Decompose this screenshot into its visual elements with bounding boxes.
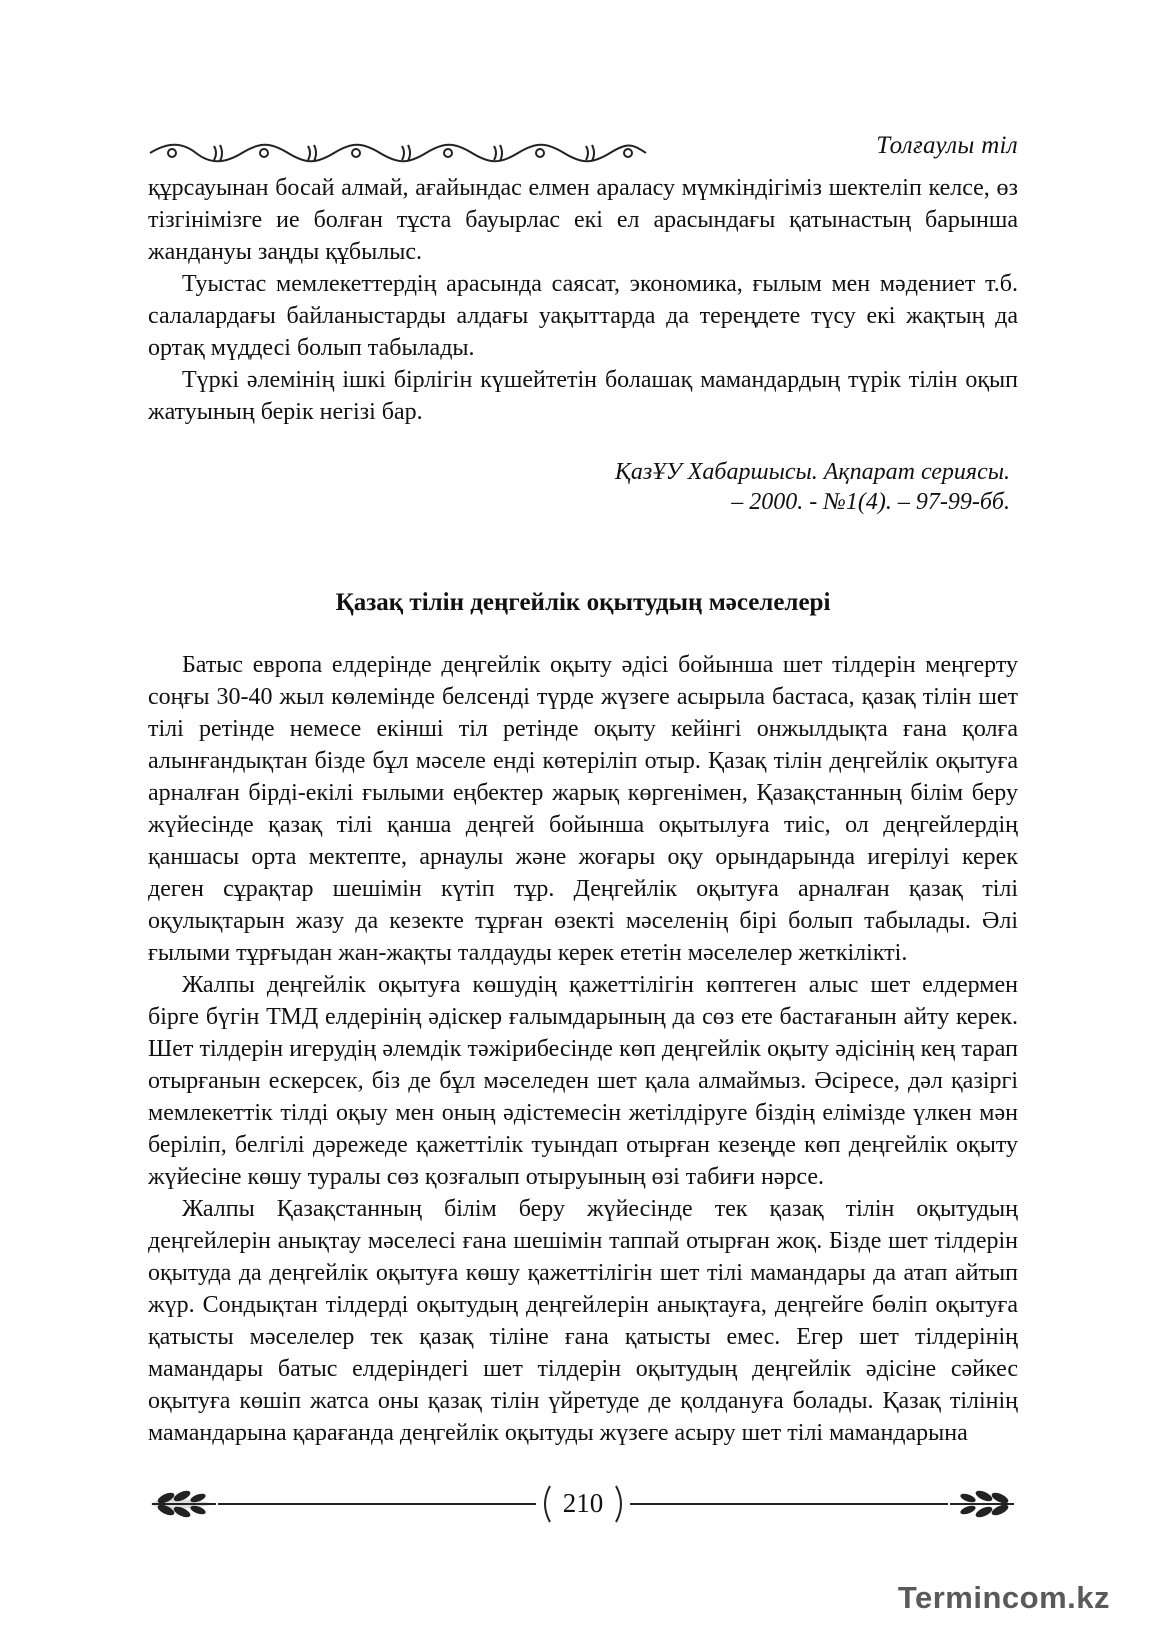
paragraph: Түркі әлемінің ішкі бірлігін күшейтетін болашақ мамандардың түрік тілін оқып жатуының берік негізі бар. bbox=[148, 367, 1018, 425]
citation-line: ҚазҰУ Хабаршысы. Ақпарат сериясы. bbox=[614, 459, 1010, 485]
page-body bbox=[148, 172, 1018, 1449]
page-number: 210 bbox=[562, 1488, 604, 1518]
header-ornament-icon bbox=[148, 140, 648, 166]
leaf-ornament-icon bbox=[948, 1484, 1018, 1524]
paragraph: Туыстас мемлекеттердің арасында саясат, экономика, ғылым мен мәдениет т.б. салалардағы байланыстарды алдағы уақыттарда да тереңдете түсу екі жақтың да ортақ мүддесі болып табылады. bbox=[148, 271, 1018, 361]
leaf-ornament-icon bbox=[148, 1484, 218, 1524]
paragraph: Жалпы Қазақстанның білім беру жүйесінде тек қазақ тілін оқытудың деңгейлерін анықтау мәселесі ғана шешімін таппай отырған жоқ. Бізде шет тілдерін оқытуда да деңгейлік оқытуға көшу қажеттілігін шет тілі мамандары да атап айтып жүр. Сондықтан тілдерді оқытудың деңгейлерін анықтауға, деңгейге бөліп оқытуға қатысты мәселелер тек қазақ тіліне ғана қатысты емес. Егер шет тілдерінің мамандары батыс елдеріндегі шет тілдерін оқытудың деңгейлік әдісіне сәйкес оқытуға көшіп жатса оны қазақ тілін үйретуде де қолдануға болады. Қазақ тілінің мамандарына қарағанда деңгейлік оқытуды жүзеге асыру шет тілі мамандарына bbox=[148, 1196, 1018, 1446]
running-title: Толғаулы тіл bbox=[876, 132, 1018, 159]
section-title: Қазақ тілін деңгейлік оқытудың мәселелері bbox=[335, 589, 831, 616]
watermark-logo: Termincom.kz bbox=[897, 1580, 1110, 1615]
page-footer bbox=[148, 1480, 1018, 1530]
paragraph: Жалпы деңгейлік оқытуға көшудің қажеттілігін көптеген алыс шет елдермен бірге бүгін ТМД елдерінің әдіскер ғалымдарының да сөз ете бастағанын айту керек. Шет тілдерін игерудің әлемдік тәжірибесінде көп деңгейлік оқыту әдісінің кең тарап отырғанын ескерсек, біз де бұл мәселеден шет қала алмаймыз. Әсіресе, дәл қазіргі мемлекеттік тілді оқыу мен оның әдістемесін жетілдіруге біздің елімізде үлкен мән беріліп, белгілі дәрежеде қажеттілік туындап отырған кезеңде көп деңгейлік оқыту жүйесіне көшу туралы сөз қозғалып отыруының өзі табиғи нәрсе. bbox=[148, 972, 1018, 1190]
citation-line: – 2000. - №1(4). – 97-99-бб. bbox=[731, 489, 1010, 515]
footer-rule-left bbox=[218, 1503, 536, 1505]
footer-rule-right bbox=[630, 1503, 948, 1505]
paragraph: Батыс европа елдерінде деңгейлік оқыту әдісі бойынша шет тілдерін меңгерту соңғы 30-40 жыл көлемінде белсенді түрде жүзеге асырыла бастаса, қазақ тілін шет тілі ретінде немесе екінші тіл ретінде оқыту кейінгі онжылдықта ғана қолға алынғандықтан бізде бұл мәселе енді көтеріліп отыр. Қазақ тілін деңгейлік оқытуға арналған бірді-екілі ғылыми еңбектер жарық көргенімен, Қазақстанның білім беру жүйесінде қазақ тілі қанша деңгей бойынша оқытылуға тиіс, ол деңгейлердің қаншасы орта мектепте, арнаулы және жоғары оқу орындарында игерілуі керек деген сұрақтар шешімін күтіп тұр. Деңгейлік оқытуға арналған қазақ тілі оқулықтарын жазу да кезекте тұрған өзекті мәселенің бірі болып табылады. Әлі ғылыми тұрғыдан жан-жақты талдауды керек ететін мәселелер жеткілікті. bbox=[148, 652, 1018, 966]
citation bbox=[148, 457, 1018, 517]
paragraph: құрсауынан босай алмай, ағайындас елмен араласу мүмкіндігіміз шектеліп келсе, өз тізгінімізге ие болған тұста бауырлас екі ел арасындағы қатынастың барынша жандануы заңды құбылыс. bbox=[148, 175, 1018, 265]
running-header bbox=[148, 128, 1018, 170]
